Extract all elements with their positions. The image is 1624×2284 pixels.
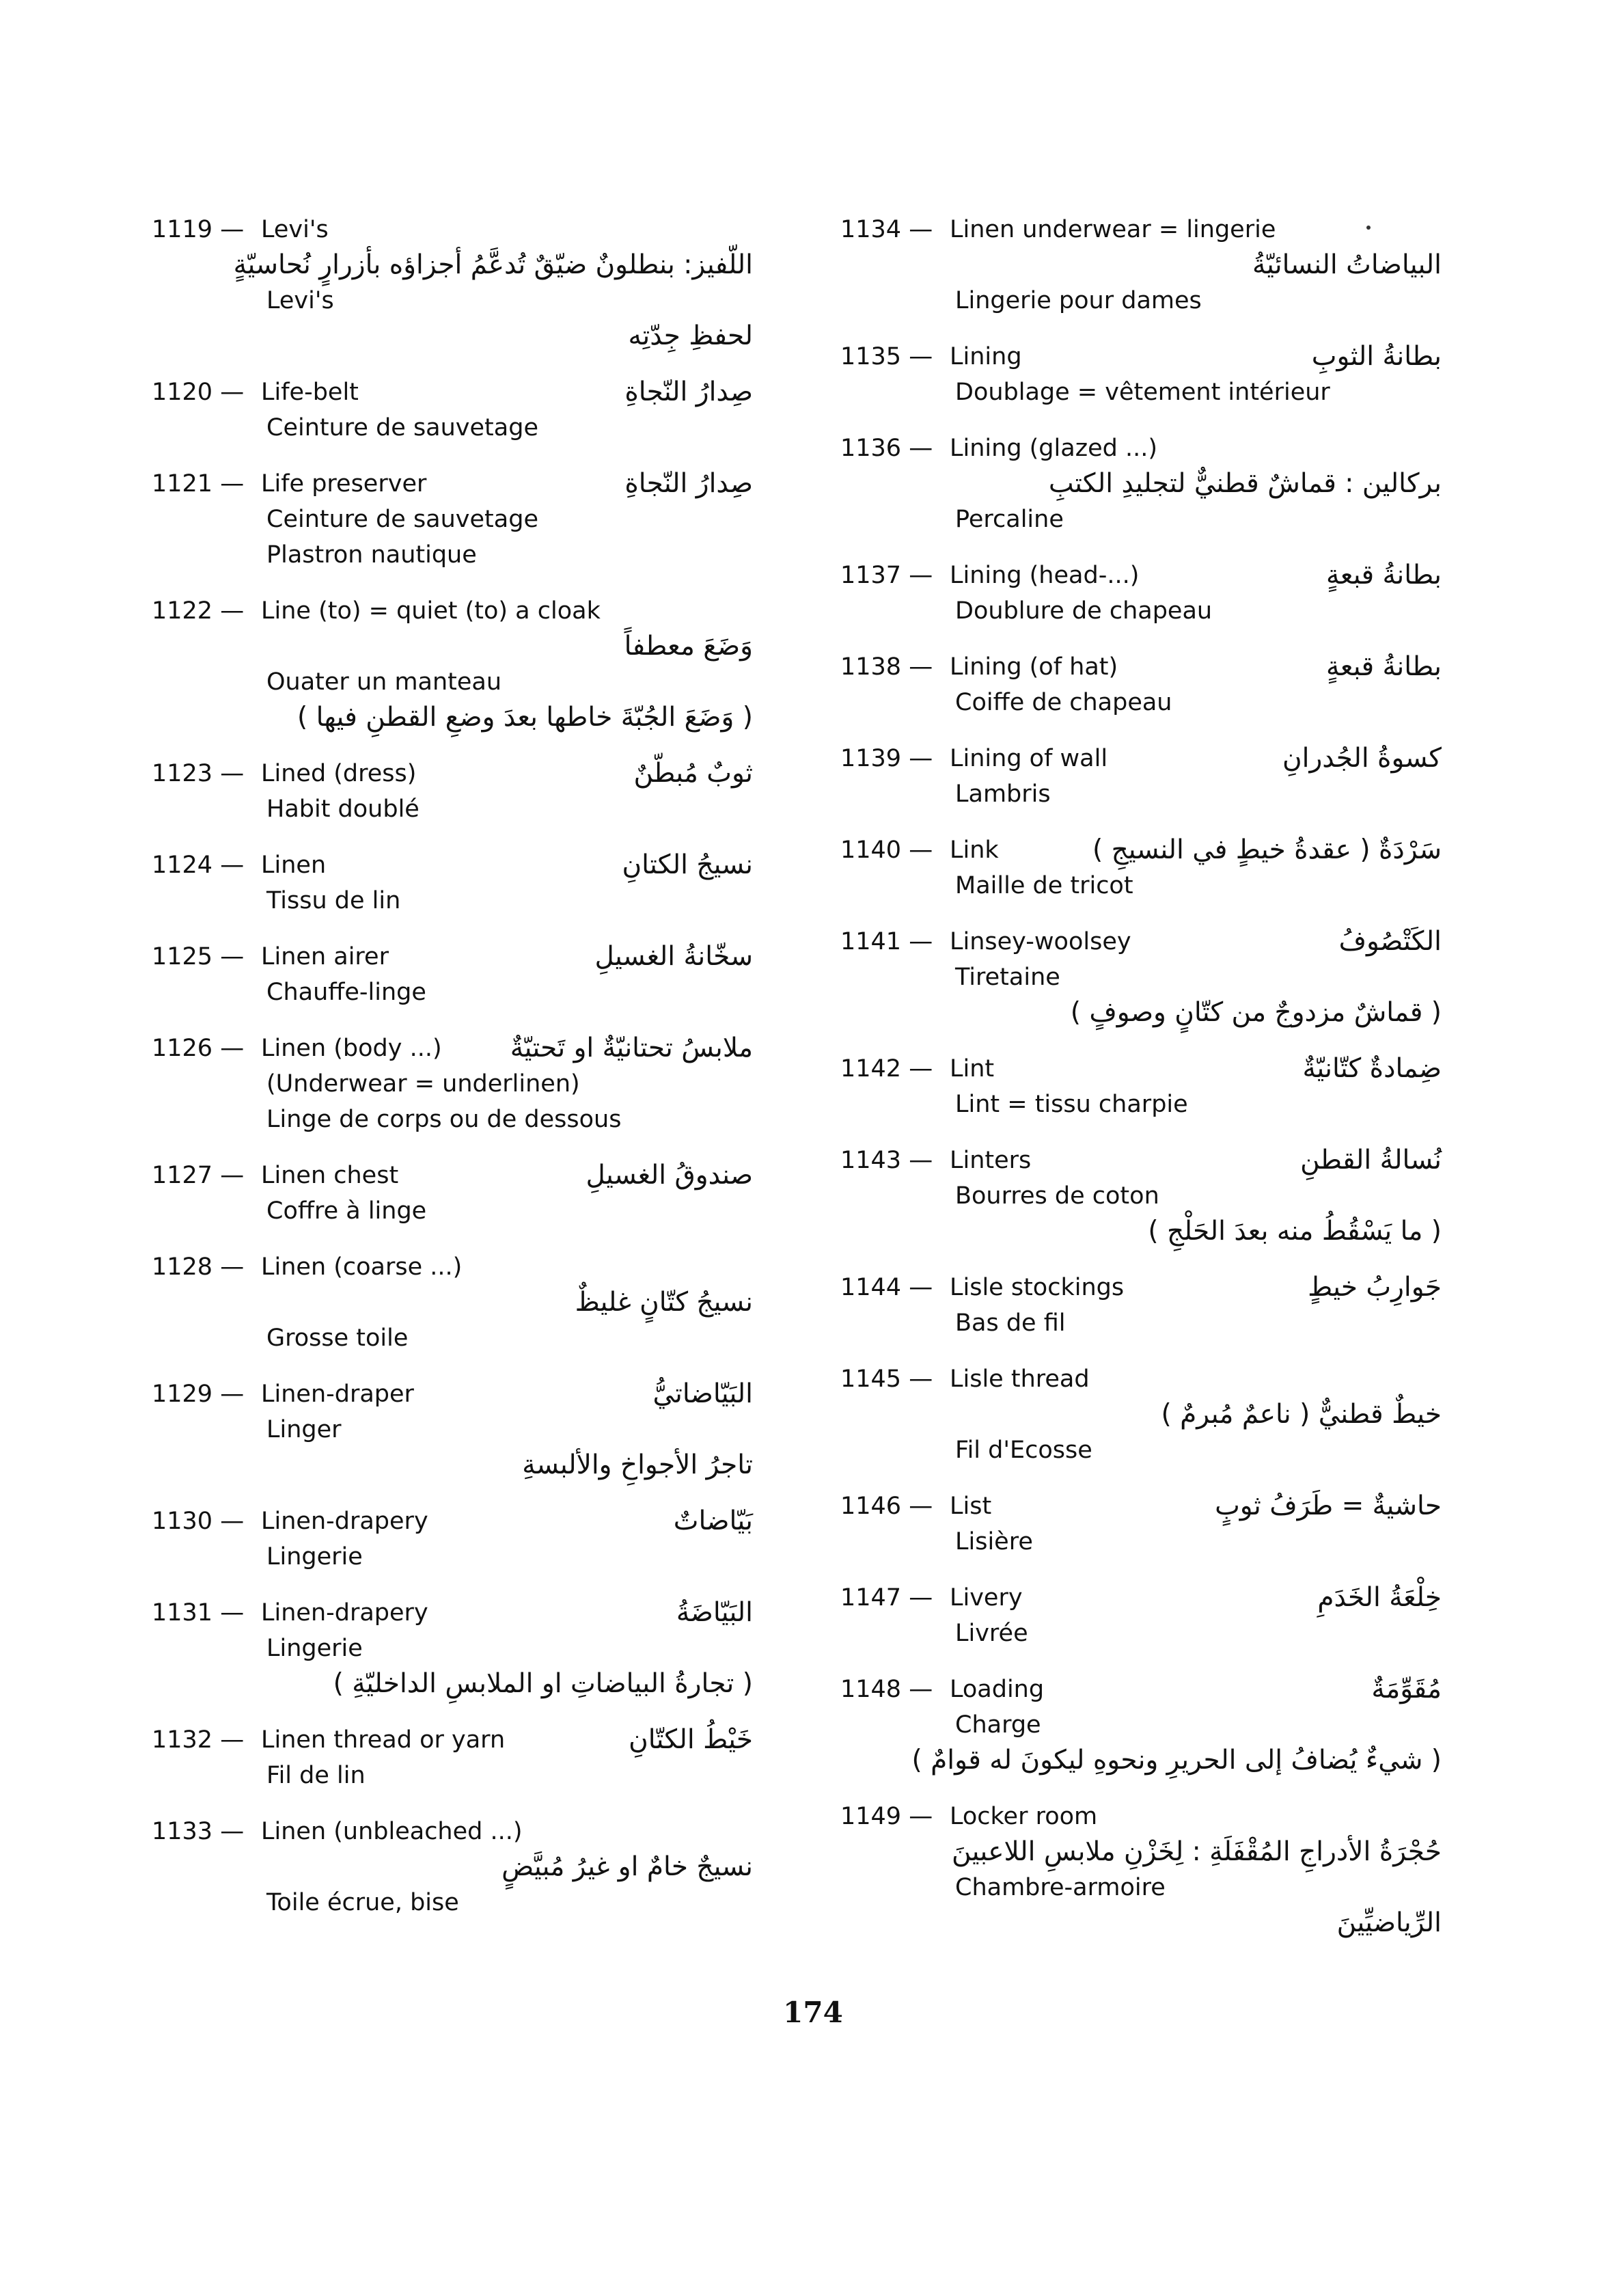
entry-translation: Plastron nautique [266,541,477,569]
entry-headline [152,375,753,410]
entry-translation: Doublage = vêtement intérieur [955,379,1330,406]
dictionary-entry [152,1595,753,1702]
dictionary-entry [840,1143,1442,1249]
entry-number: 1146 — [840,1493,933,1520]
entry-translation: Bas de fil [955,1309,1066,1337]
entry-translation: Lisière [955,1528,1033,1555]
entry-number: 1128 — [152,1253,245,1281]
dictionary-entry [152,212,753,354]
entry-number: 1132 — [152,1726,245,1754]
entry-translation: Levi's [266,287,334,314]
dictionary-entry [152,1504,753,1575]
right-column [840,212,1442,1961]
entry-term: Lined (dress) [261,760,417,787]
entry-term: Link [950,837,999,864]
entry-translation: Toile écrue, bise [266,1889,459,1916]
entry-arabic-line: ( قماشٌ مزدوجٌ من كتّانٍ وصوفٍ ) [1070,997,1442,1028]
entry-headline [840,832,1442,868]
entry-arabic: صِدارُ النّجاةِ [624,377,753,407]
dictionary-entry [152,1814,753,1920]
entry-translation: Lint = tissu charpie [955,1091,1188,1118]
entry-term: Locker room [950,1803,1098,1830]
dictionary-entry [152,1249,753,1356]
entry-translation: Tissu de lin [266,887,401,914]
entry-term: Linen chest [261,1162,399,1189]
entry-arabic: سخّانةُ الغسيلِ [594,941,753,972]
entry-term: Linsey-woolsey [950,928,1131,955]
entry-translation: Grosse toile [266,1324,409,1352]
entry-term: Lint [950,1055,995,1083]
entry-arabic-line: لحفظِ جِدّتِه [628,321,753,351]
entry-translation: Ceinture de sauvetage [266,506,538,533]
entry-translation: Livrée [955,1620,1028,1647]
entry-translation: Lingerie [266,1635,363,1662]
entry-arabic-line: خيطٌ قطنيٌّ ( ناعمٌ مُبرمٌ ) [1161,1399,1442,1430]
entry-headline [152,212,753,247]
entry-term: Life-belt [261,379,359,406]
entry-arabic: سَرْدَةٌ ( عقدةُ خيطٍ في النسيجِ ) [1092,834,1442,865]
entry-term: Linen (coarse ...) [261,1253,463,1281]
entry-headline [840,741,1442,776]
dictionary-entry [152,847,753,919]
dictionary-entry [152,1158,753,1229]
entry-number: 1120 — [152,379,245,406]
entry-headline [840,649,1442,685]
dictionary-entry [840,924,1442,1031]
dictionary-entry [840,832,1442,903]
entry-translation: Doublure de chapeau [955,597,1213,625]
entry-translation: Charge [955,1711,1041,1739]
entry-headline [152,1376,753,1412]
entry-number: 1130 — [152,1508,245,1535]
entry-arabic: مُقَوِّمَةٌ [1371,1674,1442,1704]
entry-translation: Linger [266,1416,342,1443]
entry-number: 1131 — [152,1599,245,1627]
dictionary-entry [840,741,1442,812]
entry-term: Linen (unbleached ...) [261,1818,523,1845]
entry-translation: Coiffe de chapeau [955,689,1172,716]
dictionary-entry [840,1361,1442,1468]
entry-headline [152,847,753,883]
entry-term: Lisle thread [950,1365,1090,1393]
entry-arabic-line: ( ما يَسْقُطُ منه بعدَ الحَلْجِ ) [1148,1216,1442,1247]
entry-number: 1141 — [840,928,933,955]
entry-number: 1144 — [840,1274,933,1301]
entry-arabic: خِلْعَةُ الخَدَمِ [1317,1582,1442,1613]
entry-headline [152,1031,753,1066]
entry-headline [840,1580,1442,1616]
entry-translation: Ceinture de sauvetage [266,414,538,441]
entry-term: Linen-draper [261,1381,414,1408]
print-speck [1366,226,1371,230]
dictionary-entry [840,1580,1442,1651]
entry-term: Linen airer [261,943,389,970]
entry-headline [152,1249,753,1285]
entry-term: Loading [950,1676,1045,1703]
entry-translation: Chambre-armoire [955,1874,1166,1901]
entry-arabic: البَيّاضَةُ [676,1597,753,1628]
entry-translation: (Underwear = underlinen) [266,1070,580,1098]
entry-headline [152,593,753,629]
entry-headline [152,1595,753,1631]
dictionary-entry [840,1051,1442,1122]
entry-translation: Maille de tricot [955,872,1133,899]
entry-arabic-line: البياضاتُ النسائيّةُ [1252,249,1442,280]
entry-arabic-line: نسيجُ كتّانٍ غليظٌ [575,1287,753,1318]
entry-number: 1135 — [840,343,933,370]
entry-number: 1124 — [152,852,245,879]
dictionary-entry [840,1270,1442,1341]
entry-term: Linen-drapery [261,1599,428,1627]
entry-term: Linen thread or yarn [261,1726,506,1754]
dictionary-entry [152,1031,753,1137]
entry-arabic: الكَتْصُوفُ [1338,926,1442,957]
entry-headline [840,212,1442,247]
entry-number: 1148 — [840,1676,933,1703]
entry-number: 1122 — [152,597,245,625]
entry-headline [152,756,753,791]
entry-number: 1140 — [840,837,933,864]
entry-arabic: نسيجُ الكتانِ [622,849,753,880]
entry-number: 1123 — [152,760,245,787]
entry-arabic: جَوارِبُ خيطٍ [1308,1272,1442,1303]
entry-term: Linen (body ...) [261,1035,442,1062]
entry-translation: Linge de corps ou de dessous [266,1106,622,1133]
entry-arabic: صندوقُ الغسيلِ [586,1160,753,1191]
entry-number: 1136 — [840,435,933,462]
dictionary-entry [840,649,1442,720]
dictionary-entry [840,431,1442,537]
entry-term: Lining (of hat) [950,653,1118,681]
entry-headline [152,466,753,502]
entry-translation: Fil d'Ecosse [955,1437,1092,1464]
entry-headline [840,1488,1442,1524]
entry-arabic: كسوةُ الجُدرانِ [1282,743,1442,774]
entry-number: 1138 — [840,653,933,681]
entry-number: 1121 — [152,470,245,498]
dictionary-entry [840,1672,1442,1778]
entry-headline [840,1799,1442,1834]
dictionary-entry [840,1799,1442,1941]
entry-arabic-line: نسيجٌ خامٌ او غيرُ مُبيَّضٍ [501,1851,753,1882]
entry-number: 1147 — [840,1584,933,1612]
entry-arabic-line: حُجْرَةُ الأدراجِ المُقْفَلَةِ : لِخَزْنِ ملابسِ اللاعبينَ [951,1836,1442,1867]
dictionary-entry [840,212,1442,318]
dictionary-entry [152,1722,753,1793]
entry-arabic: خَيْطُ الكتّانِ [629,1724,753,1755]
entry-number: 1137 — [840,562,933,589]
entry-number: 1134 — [840,216,933,243]
entry-headline [152,1814,753,1849]
entry-translation: Bourres de coton [955,1182,1159,1210]
entry-number: 1126 — [152,1035,245,1062]
entry-term: Linen underwear = lingerie [950,216,1276,243]
entry-number: 1142 — [840,1055,933,1083]
entry-arabic: بطانةُ الثوبِ [1311,341,1442,372]
entry-translation: Tiretaine [955,964,1060,991]
entry-arabic-line: اللّفيز: بنطلونٌ ضيّقٌ تُدعَّمُ أجزاؤه بأزرارٍ نُحاسيّةٍ [233,249,753,280]
entry-arabic-line: تاجرُ الأجواخِ والألبسةِ [522,1450,753,1480]
entry-headline [840,339,1442,375]
entry-arabic: البَيّاضاتيُّ [652,1378,753,1409]
entry-translation: Chauffe-linge [266,979,426,1006]
entry-translation: Percaline [955,506,1064,533]
entry-term: List [950,1493,992,1520]
entry-term: Linters [950,1147,1032,1174]
entry-arabic: ضِمادةٌ كتّانيّةٌ [1302,1053,1442,1084]
entry-arabic-line: ( وَضَعَ الجُبّةَ خاطها بعدَ وضعِ القطنِ فيها ) [297,702,753,733]
entry-arabic-line: بركالين : قماشٌ قطنيٌّ لتجليدِ الكتبِ [1048,468,1442,499]
entry-arabic: صِدارُ النّجاةِ [624,468,753,499]
entry-arabic: ملابسُ تحتانيّةٌ او تَحتيّةٌ [510,1033,753,1063]
entry-arabic: ثوبٌ مُبطّنٌ [633,758,753,789]
left-column [152,212,753,1941]
dictionary-entry [152,466,753,573]
entry-translation: Lambris [955,780,1051,808]
entry-number: 1139 — [840,745,933,772]
entry-arabic: بَيّاضاتٌ [673,1506,753,1536]
entry-arabic-line: ( تجارةُ البياضاتِ او الملابسِ الداخليّةِ ) [333,1668,753,1699]
entry-headline [152,939,753,975]
dictionary-entry [152,1376,753,1483]
entry-translation: Lingerie [266,1543,363,1571]
entry-number: 1127 — [152,1162,245,1189]
entry-headline [840,1672,1442,1707]
entry-term: Linen-drapery [261,1508,428,1535]
entry-translation: Lingerie pour dames [955,287,1202,314]
entry-headline [152,1158,753,1193]
entry-arabic-line: الرِّياضيِّينَ [1336,1907,1442,1938]
entry-term: Levi's [261,216,329,243]
entry-term: Life preserver [261,470,427,498]
entry-arabic: حاشيةٌ = طَرَفُ ثوبٍ [1215,1491,1442,1521]
entry-number: 1129 — [152,1381,245,1408]
entry-term: Lining (head-...) [950,562,1140,589]
entry-number: 1143 — [840,1147,933,1174]
dictionary-entry [840,558,1442,629]
entry-number: 1119 — [152,216,245,243]
entry-term: Line (to) = quiet (to) a cloak [261,597,601,625]
entry-headline [840,1143,1442,1178]
entry-number: 1125 — [152,943,245,970]
entry-number: 1133 — [152,1818,245,1845]
entry-headline [840,924,1442,960]
entry-headline [840,431,1442,466]
entry-arabic: بطانةُ قبعةٍ [1325,560,1442,590]
entry-translation: Ouater un manteau [266,668,502,696]
dictionary-entry [152,756,753,827]
entry-headline [152,1722,753,1758]
entry-term: Lisle stockings [950,1274,1125,1301]
entry-headline [840,1270,1442,1305]
entry-translation: Fil de lin [266,1762,366,1789]
entry-term: Livery [950,1584,1023,1612]
dictionary-entry [152,939,753,1010]
entry-translation: Habit doublé [266,796,419,823]
entry-term: Lining [950,343,1022,370]
entry-arabic: بطانةُ قبعةٍ [1325,651,1442,682]
entry-number: 1145 — [840,1365,933,1393]
entry-headline [840,1361,1442,1397]
dictionary-entry [840,1488,1442,1560]
dictionary-entry [840,339,1442,410]
entry-arabic: نُسالةُ القطنِ [1300,1145,1442,1175]
entry-arabic-line: ( شيءٌ يُضافُ إلى الحريرِ ونحوهِ ليكونَ له قوامٌ ) [911,1745,1442,1776]
dictionary-entry [152,375,753,446]
page-number: 174 [783,1996,843,2029]
entry-term: Linen [261,852,327,879]
entry-headline [840,1051,1442,1087]
entry-arabic-line: وَضَعَ معطفاً [624,631,753,662]
dictionary-entry [152,593,753,735]
entry-headline [840,558,1442,593]
entry-term: Lining (glazed ...) [950,435,1157,462]
entry-headline [152,1504,753,1539]
entry-number: 1149 — [840,1803,933,1830]
entry-translation: Coffre à linge [266,1197,427,1225]
entry-term: Lining of wall [950,745,1108,772]
